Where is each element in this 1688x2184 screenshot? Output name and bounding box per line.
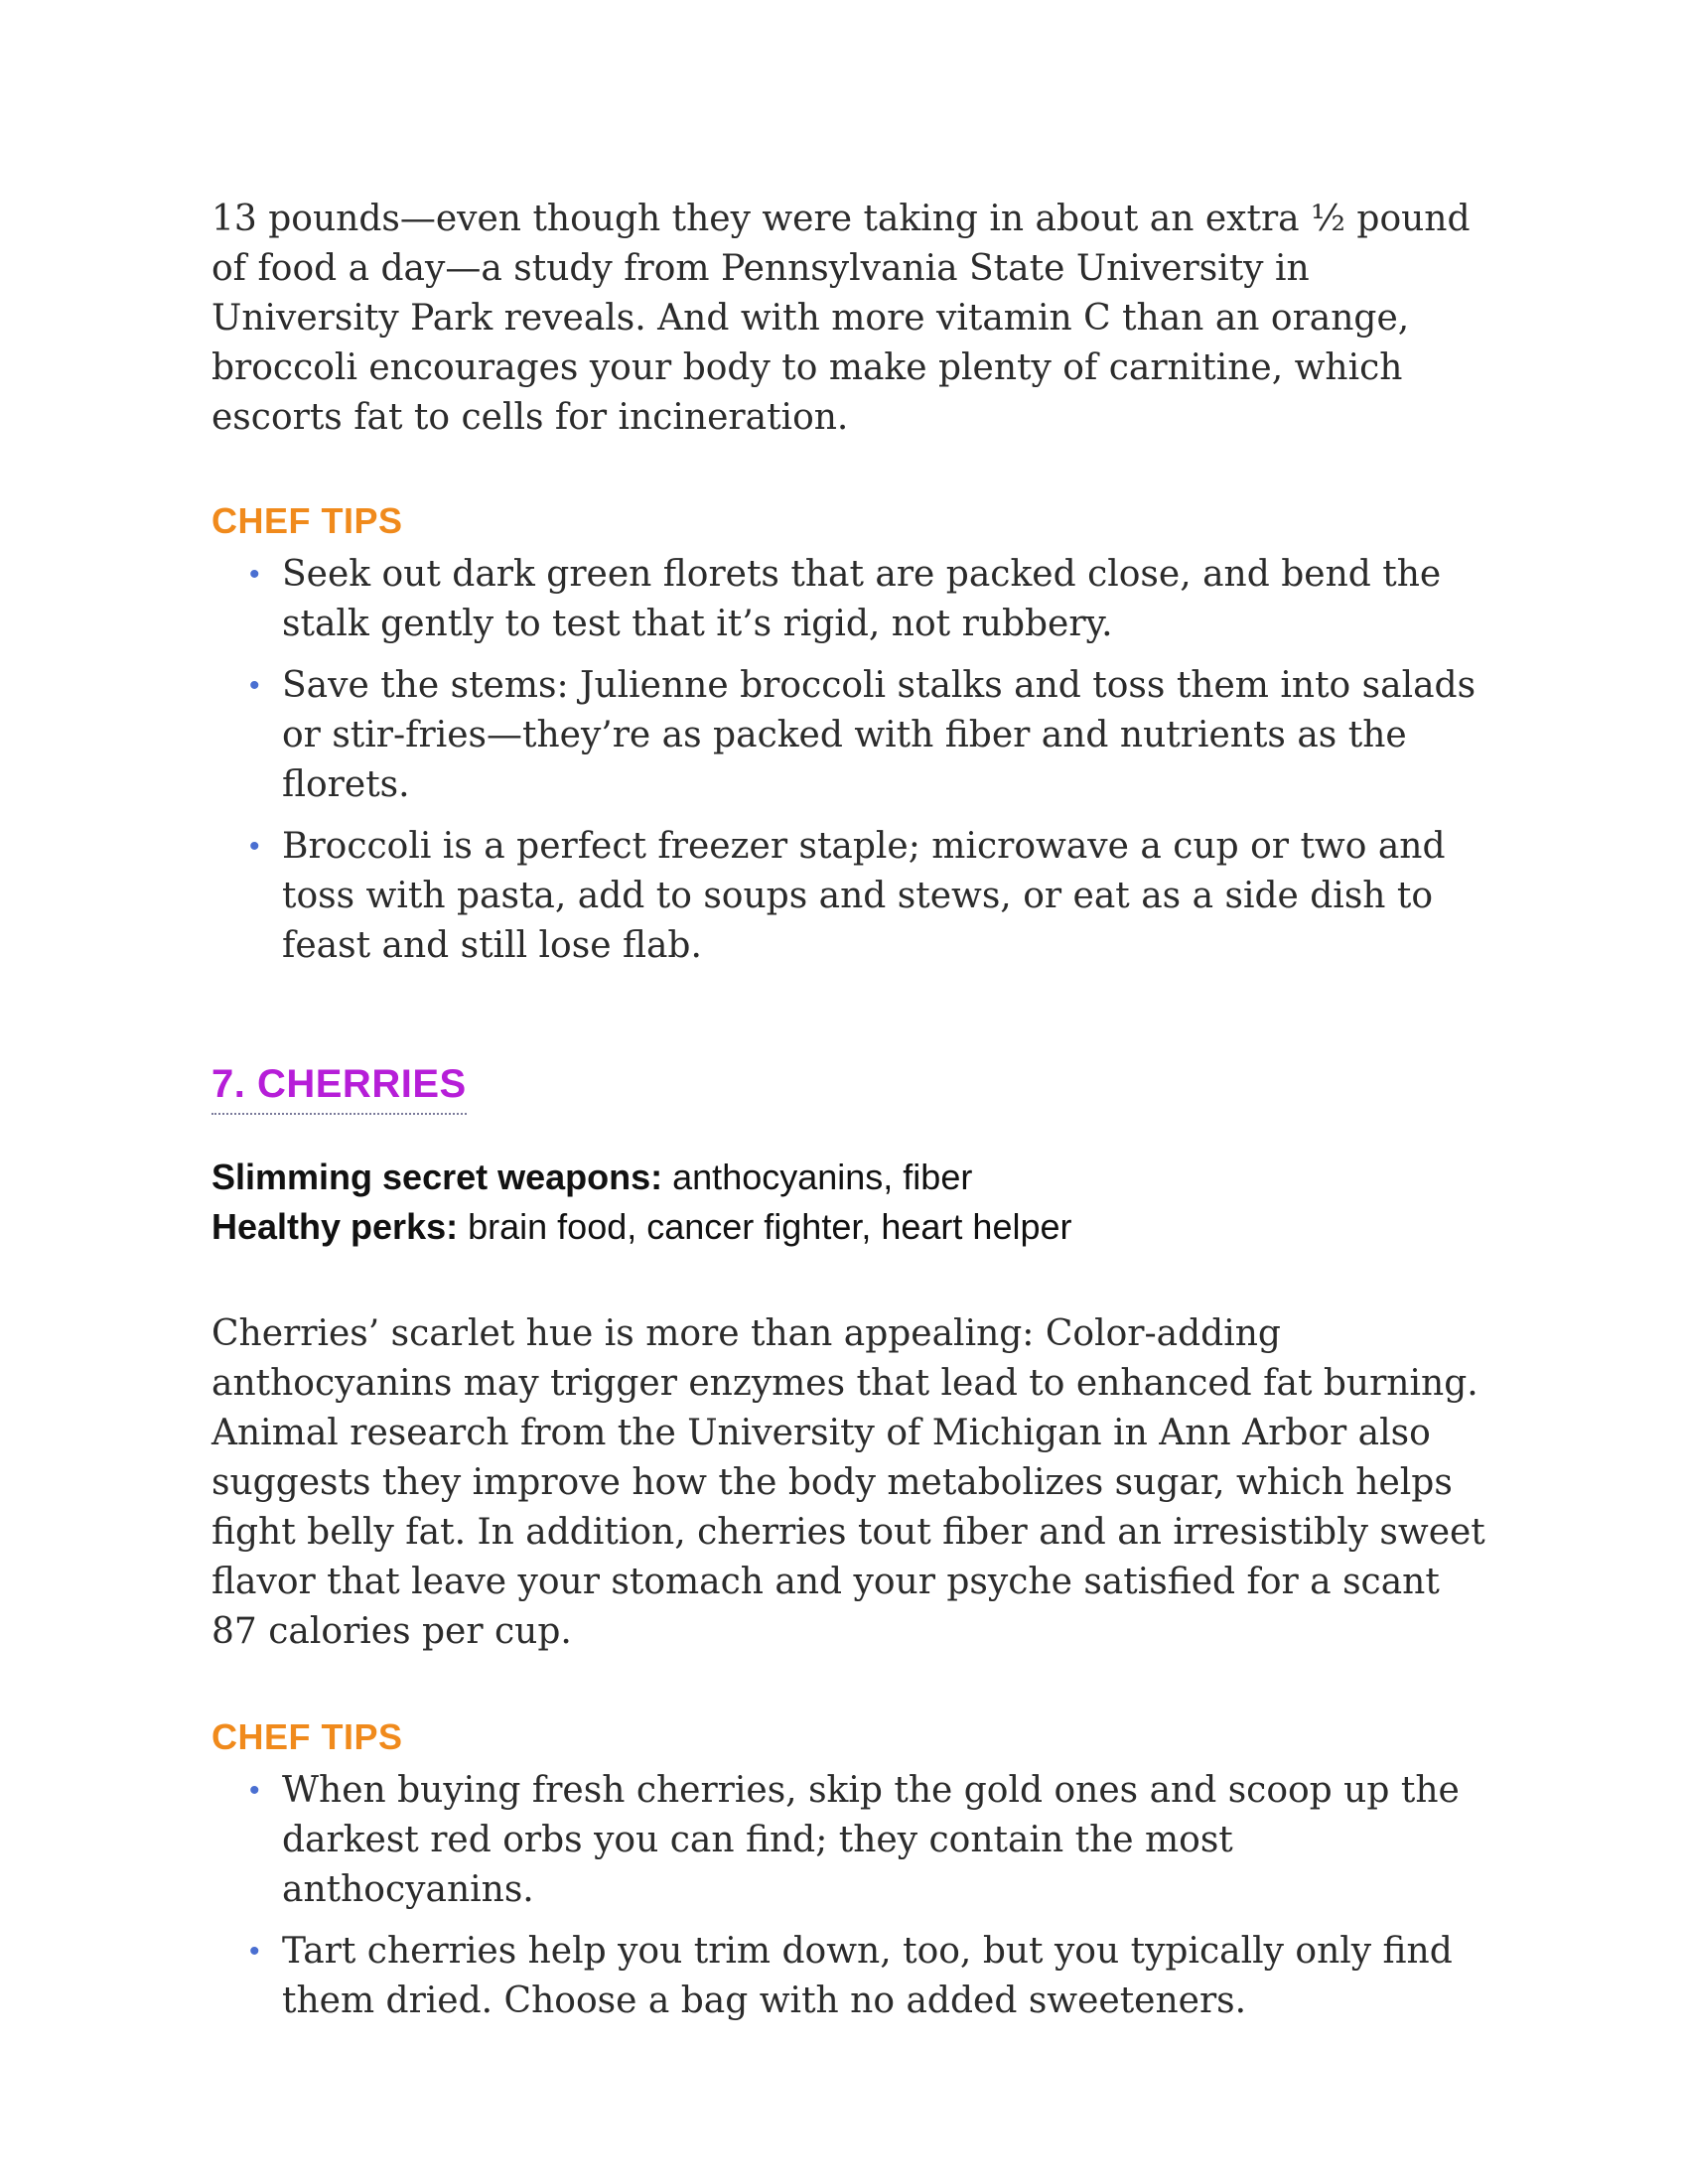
cherries-tips-list bbox=[211, 1766, 1492, 2026]
list-item bbox=[211, 1927, 1492, 2026]
list-item bbox=[211, 550, 1492, 649]
list-item bbox=[211, 1766, 1492, 1915]
weapons-value: anthocyanins, fiber bbox=[662, 1157, 973, 1197]
list-item bbox=[211, 661, 1492, 810]
intro-paragraph: 13 pounds—even though they were taking in about an extra ½ pound of food a day—a study from Pennsylvania State University in University Park reveals. And with more vitamin C than an orange, broccoli encourages your body to make plenty of carnitine, which escorts fat to cells for incineration. bbox=[211, 199, 1471, 438]
perks-value: brain food, cancer fighter, heart helper bbox=[458, 1206, 1072, 1247]
bullet-icon: • bbox=[249, 1935, 260, 1968]
tip-text: Save the stems: Julienne broccoli stalks and toss them into salads or stir-fries—they’re as packed with fiber and nutrients as the florets. bbox=[282, 665, 1477, 805]
tip-text: Tart cherries help you trim down, too, but you typically only find them dried. Choose a bag with no added sweeteners. bbox=[282, 1931, 1453, 2021]
bullet-icon: • bbox=[249, 558, 260, 591]
cherries-paragraph: Cherries’ scarlet hue is more than appealing: Color-adding anthocyanins may trigger enzymes that lead to enhanced fat burning. Animal research from the University of Michigan in Ann Arbor also suggests they improve how the body metabolizes sugar, which helps fight belly fat. In addition, cherries tout fiber and an irresistibly sweet flavor that leave your stomach and your psyche satisfied for a scant 87 calories per cup. bbox=[211, 1313, 1485, 1652]
broccoli-tips-list bbox=[211, 550, 1492, 971]
cherries-section-heading: 7. CHERRIES bbox=[211, 1062, 467, 1115]
perks-line bbox=[211, 1202, 1492, 1252]
bullet-icon: • bbox=[249, 669, 260, 702]
bullet-icon: • bbox=[249, 1774, 260, 1807]
tip-text: Seek out dark green florets that are packed close, and bend the stalk gently to test that it’s rigid, not rubbery. bbox=[282, 554, 1442, 644]
cherries-meta bbox=[211, 1153, 1492, 1252]
weapons-line bbox=[211, 1153, 1492, 1202]
cherries-chef-tips-heading: CHEF TIPS bbox=[211, 1716, 403, 1757]
tip-text: Broccoli is a perfect freezer staple; microwave a cup or two and toss with pasta, add to soups and stews, or eat as a side dish to feast and still lose flab. bbox=[282, 826, 1446, 966]
broccoli-chef-tips-heading: CHEF TIPS bbox=[211, 500, 403, 541]
bullet-icon: • bbox=[249, 830, 260, 863]
cherries-heading-wrap bbox=[211, 1062, 1492, 1115]
page-content bbox=[211, 195, 1492, 2026]
tip-text: When buying fresh cherries, skip the gold ones and scoop up the darkest red orbs you can find; they contain the most anthocyanins. bbox=[282, 1770, 1460, 1910]
list-item bbox=[211, 822, 1492, 971]
weapons-label: Slimming secret weapons: bbox=[211, 1157, 663, 1197]
perks-label: Healthy perks: bbox=[211, 1206, 459, 1247]
